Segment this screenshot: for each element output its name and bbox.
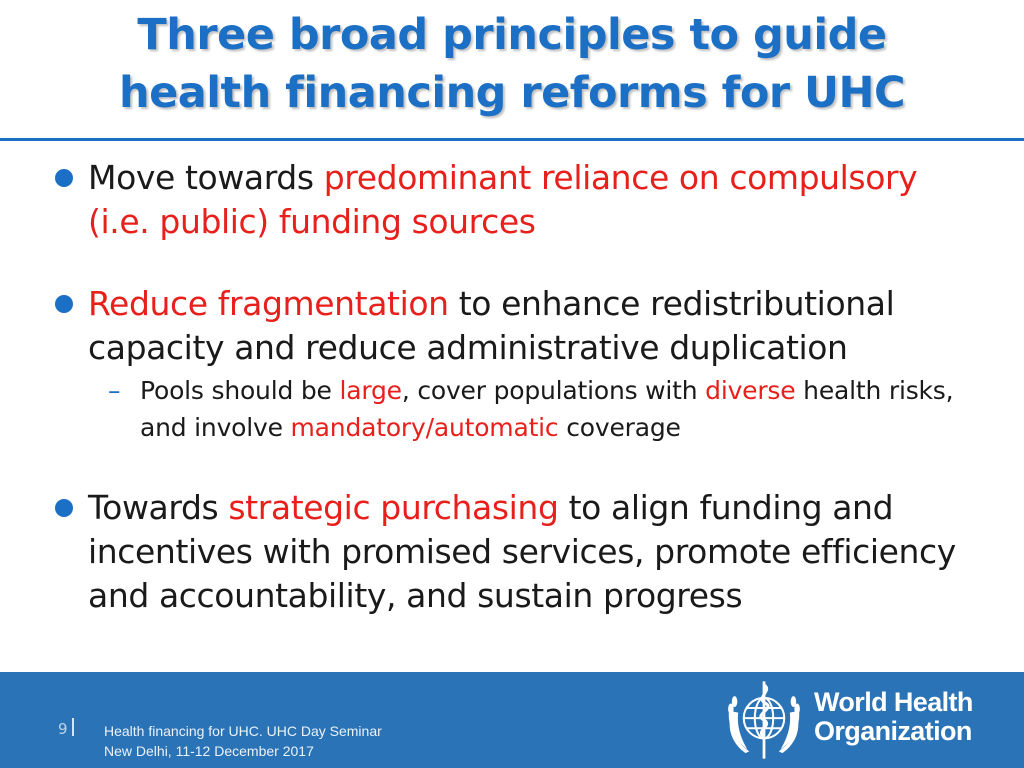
who-emblem-icon bbox=[718, 674, 810, 766]
bullet-3 bbox=[48, 486, 988, 618]
bullet-3-highlight: strategic purchasing bbox=[228, 488, 559, 527]
sub-text-3: health risks, and involve bbox=[140, 376, 954, 442]
bullet-dot-icon bbox=[55, 169, 73, 187]
bullet-1 bbox=[48, 156, 988, 244]
org-line-1: World Health bbox=[814, 687, 973, 717]
footer-line-2: New Delhi, 11-12 December 2017 bbox=[104, 743, 314, 759]
title-divider bbox=[0, 138, 1024, 141]
footer-bar bbox=[0, 672, 1024, 768]
title-line-2: health financing reforms for UHC bbox=[118, 68, 906, 118]
bullet-1-text: Move towards bbox=[88, 158, 324, 197]
sub-text-1: Pools should be bbox=[140, 376, 340, 405]
sub-highlight-diverse: diverse bbox=[705, 376, 796, 405]
sub-highlight-large: large bbox=[339, 376, 402, 405]
org-line-2: Organization bbox=[814, 716, 972, 746]
footer-caption bbox=[104, 721, 382, 761]
slide-title bbox=[0, 6, 1024, 122]
bullet-dot-icon bbox=[55, 295, 73, 313]
bullet-2-highlight: Reduce fragmentation bbox=[88, 284, 449, 323]
bullet-2 bbox=[48, 282, 988, 370]
dash-marker-icon: – bbox=[108, 376, 121, 405]
sub-bullet bbox=[48, 372, 988, 446]
bullet-list bbox=[48, 150, 988, 618]
bullet-dot-icon bbox=[55, 499, 73, 517]
bullet-2-tail: to enhance redistributional capacity and reduce administrative duplication bbox=[88, 284, 895, 367]
page-separator bbox=[72, 718, 74, 736]
bullet-1-highlight: predominant reliance on compulsory (i.e. public) funding sources bbox=[88, 158, 918, 241]
page-number: 9 bbox=[58, 720, 68, 738]
sub-text-2: , cover populations with bbox=[401, 376, 706, 405]
title-line-1: Three broad principles to guide bbox=[137, 10, 887, 60]
bullet-3-tail: to align funding and incentives with promised services, promote efficiency and accountability, and sustain progress bbox=[88, 488, 956, 615]
sub-highlight-mandatory: mandatory/automatic bbox=[290, 413, 559, 442]
bullet-3-text: Towards bbox=[88, 488, 229, 527]
footer-line-1: Health financing for UHC. UHC Day Seminar bbox=[104, 723, 382, 739]
organization-name bbox=[814, 688, 973, 746]
sub-text-4: coverage bbox=[558, 413, 681, 442]
